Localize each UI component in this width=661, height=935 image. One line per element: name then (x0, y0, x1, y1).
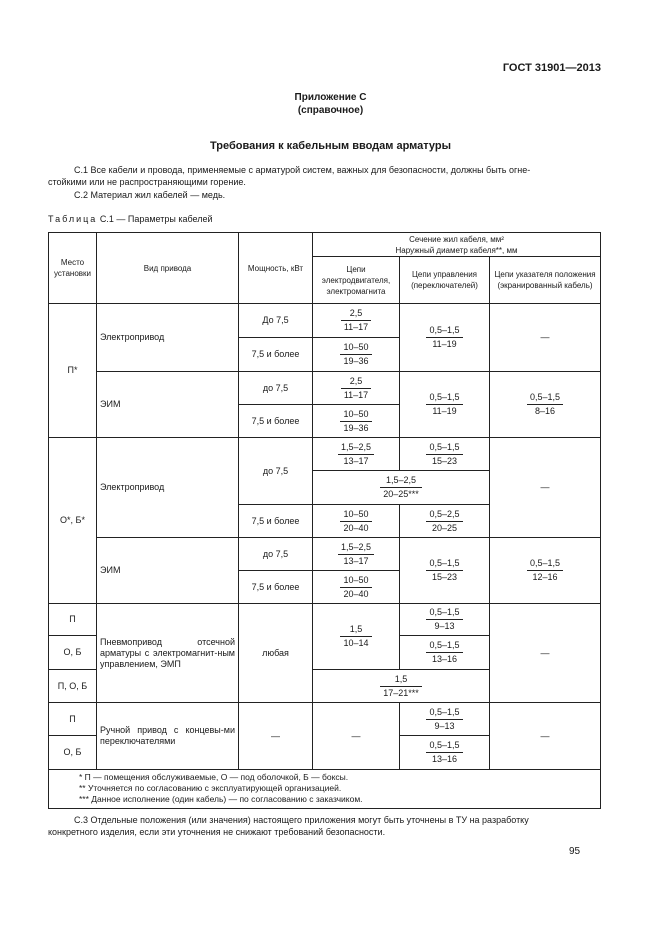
motor-cell (313, 538, 400, 571)
combined-cell (313, 471, 490, 505)
power-cell: любая (239, 604, 313, 703)
fraction-numerator: 10–50 (340, 342, 371, 355)
table-caption (48, 214, 213, 224)
motor-cell (313, 505, 400, 538)
power-cell: до 7,5 (239, 438, 313, 505)
fraction-denominator: 19–36 (343, 422, 369, 433)
drive-cell: Пневмопривод отсечной арматуры с электромагнит-ным управлением, ЭМП (97, 604, 239, 703)
note-3: *** Данное исполнение (один кабель) — по согласованию с заказчиком. (79, 794, 363, 804)
header-motor-circuits: Цепи электродвигателя, электромагнита (313, 257, 400, 304)
fraction-numerator: 10–50 (340, 575, 371, 588)
combined-cell (313, 670, 490, 703)
header-indicator-circuits: Цепи указателя положения (экранированный кабель) (490, 257, 601, 304)
power-cell: до 7,5 (239, 372, 313, 405)
fraction-denominator: 20–25 (431, 522, 458, 533)
indicator-cell: — (490, 604, 601, 703)
table-row (49, 438, 601, 471)
fraction-denominator: 8–16 (534, 406, 556, 416)
control-cell (400, 736, 490, 770)
fraction-denominator: 20–40 (343, 522, 369, 533)
fraction-denominator: 20–25*** (383, 489, 419, 499)
motor-cell (313, 571, 400, 604)
location-cell: П, О, Б (49, 670, 97, 703)
fraction-numerator: 1,5 (380, 674, 422, 687)
caption-number: С.1 (99, 214, 114, 224)
table-row (49, 372, 601, 405)
fraction-denominator: 17–21*** (383, 687, 419, 698)
fraction-numerator: 10–50 (340, 509, 371, 522)
fraction-numerator: 1,5–2,5 (338, 542, 374, 555)
location-cell: О, Б (49, 636, 97, 670)
location-cell: О*, Б* (49, 438, 97, 604)
indicator-cell: — (490, 304, 601, 372)
fraction-denominator: 20–40 (343, 588, 369, 599)
motor-cell (313, 372, 400, 405)
drive-cell: Электропривод (97, 304, 239, 372)
motor-cell (313, 338, 400, 372)
control-cell (400, 304, 490, 372)
header-location: Место установки (49, 233, 97, 304)
drive-cell: ЭИМ (97, 372, 239, 438)
location-cell: П* (49, 304, 97, 438)
location-cell: П (49, 703, 97, 736)
note-1: * П — помещения обслуживаемые, О — под оболочкой, Б — боксы. (79, 772, 349, 782)
fraction-numerator: 0,5–1,5 (426, 442, 462, 455)
fraction-numerator: 0,5–1,5 (527, 558, 563, 571)
fraction-denominator: 15–23 (431, 572, 458, 582)
table-notes-row (49, 770, 601, 809)
table-notes (49, 770, 601, 809)
table-row (49, 304, 601, 338)
fraction-denominator: 11–17 (343, 389, 369, 400)
section-title: Требования к кабельным вводам арматуры (210, 140, 451, 152)
header-section (313, 233, 601, 257)
fraction-denominator: 9–13 (434, 621, 455, 631)
indicator-cell: — (490, 438, 601, 538)
control-cell (400, 538, 490, 604)
paragraph-c3-line2: конкретного изделия, если эти уточнения не снижают требований безопасности. (48, 827, 386, 837)
fraction-numerator: 1,5–2,5 (338, 442, 374, 455)
fraction-numerator: 0,5–1,5 (426, 740, 462, 753)
header-power: Мощность, кВт (239, 233, 313, 304)
fraction-denominator: 13–16 (431, 654, 458, 664)
motor-cell (313, 438, 400, 471)
indicator-cell (490, 538, 601, 604)
cable-parameters-table (48, 232, 601, 809)
fraction-denominator: 13–16 (431, 754, 458, 764)
power-cell: 7,5 и более (239, 405, 313, 438)
control-cell (400, 505, 490, 538)
fraction-numerator: 10–50 (340, 409, 371, 422)
drive-cell: Ручной привод с концевы-ми переключателями (97, 703, 239, 770)
paragraph-c3 (48, 814, 600, 838)
table-row (49, 604, 601, 636)
fraction-denominator: 10–14 (343, 638, 369, 648)
paragraph-c3-line1: С.3 Отдельные положения (или значения) настоящего приложения могут быть уточнены в ТУ на разработку (74, 815, 529, 825)
header-section-line1: Сечение жил кабеля, мм² (409, 234, 504, 244)
power-cell: — (239, 703, 313, 770)
motor-cell (313, 304, 400, 338)
location-cell: О, Б (49, 736, 97, 770)
location-cell: П (49, 604, 97, 636)
fraction-denominator: 15–23 (431, 455, 458, 466)
control-cell (400, 636, 490, 670)
fraction-numerator: 1,5 (340, 624, 371, 637)
motor-cell (313, 405, 400, 438)
fraction-numerator: 0,5–1,5 (426, 392, 462, 405)
power-cell: 7,5 и более (239, 571, 313, 604)
fraction-numerator: 1,5–2,5 (380, 475, 422, 488)
note-2: ** Уточняется по согласованию с эксплуатирующей организацией. (79, 783, 342, 793)
indicator-cell (490, 372, 601, 438)
page-number: 95 (569, 846, 581, 857)
table-row (49, 703, 601, 736)
power-cell: 7,5 и более (239, 505, 313, 538)
header-control-circuits: Цепи управления (переключателей) (400, 257, 490, 304)
drive-cell: ЭИМ (97, 538, 239, 604)
motor-cell: — (313, 703, 400, 770)
fraction-denominator: 11–19 (432, 406, 457, 416)
header-drive: Вид привода (97, 233, 239, 304)
fraction-denominator: 13–17 (343, 555, 369, 566)
power-cell: До 7,5 (239, 304, 313, 338)
paragraph-c1 (48, 164, 600, 188)
fraction-numerator: 0,5–1,5 (426, 607, 462, 620)
paragraph-c2-text: С.2 Материал жил кабелей — медь. (74, 190, 226, 200)
fraction-numerator: 0,5–1,5 (426, 558, 462, 571)
caption-word: Таблица (48, 214, 98, 224)
fraction-denominator: 19–36 (343, 356, 369, 366)
motor-cell (313, 604, 400, 670)
fraction-numerator: 0,5–1,5 (426, 325, 462, 338)
fraction-denominator: 11–17 (343, 322, 369, 332)
control-cell (400, 604, 490, 636)
paragraph-c1-line2: стойкими или не распространяющими горение. (48, 177, 246, 187)
fraction-numerator: 2,5 (341, 376, 371, 389)
fraction-denominator: 12–16 (532, 572, 558, 582)
appendix-title: Приложение С (294, 92, 367, 103)
indicator-cell: — (490, 703, 601, 770)
fraction-numerator: 0,5–1,5 (426, 640, 462, 653)
power-cell: до 7,5 (239, 538, 313, 571)
fraction-numerator: 2,5 (341, 308, 371, 321)
appendix-subtitle: (справочное) (297, 105, 364, 116)
fraction-numerator: 0,5–1,5 (426, 707, 462, 720)
control-cell (400, 372, 490, 438)
power-cell: 7,5 и более (239, 338, 313, 372)
standard-number: ГОСТ 31901—2013 (502, 62, 601, 74)
paragraph-c2 (48, 189, 600, 201)
table-row (49, 538, 601, 571)
header-section-line2: Наружный диаметр кабеля**, мм (395, 245, 518, 255)
drive-cell: Электропривод (97, 438, 239, 538)
control-cell (400, 703, 490, 736)
fraction-denominator: 11–19 (432, 339, 457, 349)
fraction-numerator: 0,5–1,5 (527, 392, 563, 405)
caption-text: — Параметры кабелей (116, 214, 213, 224)
paragraph-c1-line1: С.1 Все кабели и провода, применяемые с арматурой систем, важных для безопасности, должны быть огне- (74, 165, 531, 175)
fraction-numerator: 0,5–2,5 (426, 509, 462, 522)
table-row (49, 233, 601, 257)
fraction-denominator: 9–13 (434, 720, 455, 731)
fraction-denominator: 13–17 (343, 455, 369, 466)
control-cell (400, 438, 490, 471)
